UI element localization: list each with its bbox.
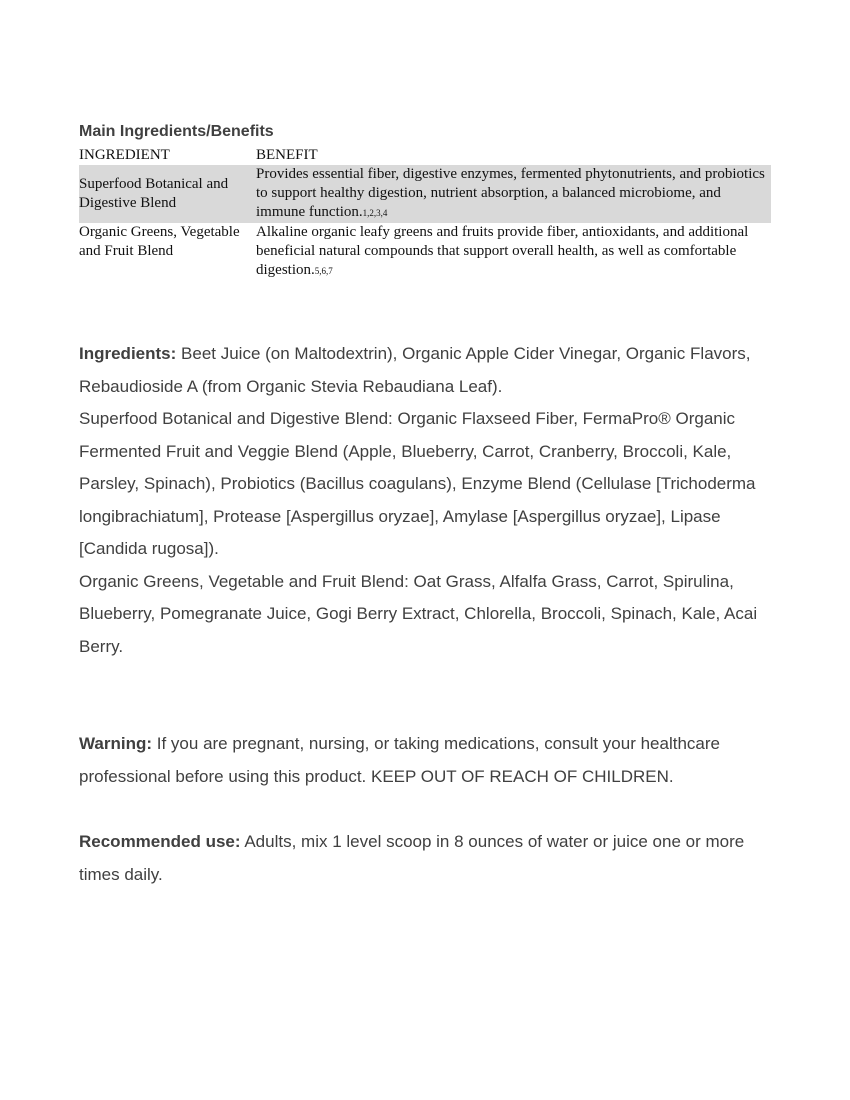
table-row xyxy=(79,165,771,223)
benefits-table xyxy=(79,146,771,281)
ingredients-blend-superfood: Superfood Botanical and Digestive Blend: Organic Flaxseed Fiber, FermaPro® Organic Fermented Fruit and Veggie Blend (Apple, Blueberry, Carrot, Cranberry, Broccoli, Kale, Parsley, Spinach), Probiotics (Bacillus coagulans), Enzyme Blend (Cellulase [Trichoderma longibrachiatum], Protease [Aspergillus oryzae], Amylase [Aspergillus oryzae], Lipase [Candida rugosa]). xyxy=(79,409,756,558)
recommended-label: Recommended use: xyxy=(79,832,241,851)
recommended-paragraph xyxy=(79,826,779,891)
ingredient-cell: Organic Greens, Vegetable and Fruit Blend xyxy=(79,224,240,259)
ingredients-blend-greens: Organic Greens, Vegetable and Fruit Blend: Oat Grass, Alfalfa Grass, Carrot, Spirulina, Blueberry, Pomegranate Juice, Gogi Berry Extract, Chlorella, Broccoli, Spinach, Kale, Acai Berry. xyxy=(79,571,758,656)
warning-paragraph xyxy=(79,728,779,793)
ingredients-main xyxy=(79,338,779,403)
benefit-cell xyxy=(256,165,771,223)
ingredient-cell: Superfood Botanical and Digestive Blend xyxy=(79,165,256,223)
reference-numbers: 1,2,3,4 xyxy=(362,208,388,218)
ingredients-main-text: Beet Juice (on Maltodextrin), Organic Apple Cider Vinegar, Organic Flavors, Rebaudioside A (from Organic Stevia Rebaudiana Leaf). xyxy=(79,344,751,396)
header-benefit: BENEFIT xyxy=(256,147,318,163)
reference-numbers: 5,6,7 xyxy=(314,266,333,276)
benefit-cell xyxy=(256,223,771,281)
benefit-text: Provides essential fiber, digestive enzymes, fermented phytonutrients, and probiotics to support healthy digestion, nutrient absorption, a balanced microbiome, and immune function. xyxy=(256,166,765,220)
benefit-text: Alkaline organic leafy greens and fruits provide fiber, antioxidants, and additional beneficial natural compounds that support overall health, as well as comfortable digestion. xyxy=(256,224,749,278)
ingredients-label: Ingredients: xyxy=(79,344,177,363)
warning-text: If you are pregnant, nursing, or taking medications, consult your healthcare professional before using this product. KEEP OUT OF REACH OF CHILDREN. xyxy=(79,734,720,786)
benefits-section xyxy=(79,122,771,281)
warning-section xyxy=(79,728,779,793)
header-ingredient: INGREDIENT xyxy=(79,147,170,163)
table-header-row xyxy=(79,146,771,165)
table-row xyxy=(79,223,771,281)
ingredients-section xyxy=(79,338,779,663)
recommended-text: Adults, mix 1 level scoop in 8 ounces of water or juice one or more times daily. xyxy=(79,832,745,884)
table-title: Main Ingredients/Benefits xyxy=(79,123,274,140)
warning-label: Warning: xyxy=(79,734,153,753)
recommended-use-section xyxy=(79,826,779,891)
